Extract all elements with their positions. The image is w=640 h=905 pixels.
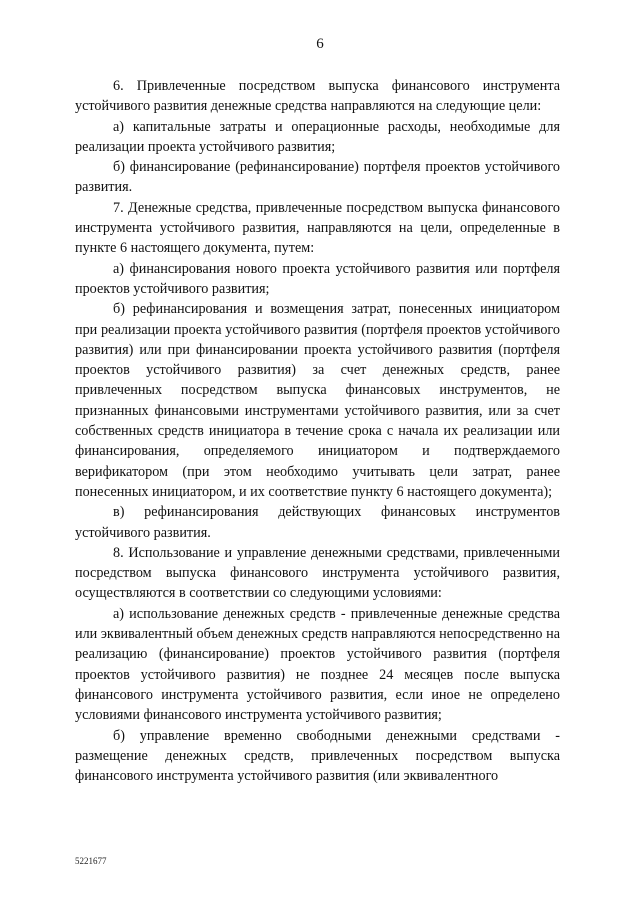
document-code: 5221677	[75, 856, 107, 866]
paragraph-8a: а) использование денежных средств - привлеченные денежные средства или эквивалентный объем денежных средств направляются непосредственно на реализацию (финансирование) проектов устойчивого развития (портфеля проектов устойчивого развития) не позднее 24 месяцев после выпуска финансового инструмента устойчивого развития, если иное не определено условиями финансового инструмента устойчивого развития;	[75, 605, 560, 724]
paragraph-7a: а) финансирования нового проекта устойчивого развития или портфеля проектов устойчивого развития;	[75, 260, 560, 297]
paragraph-7c: в) рефинансирования действующих финансовых инструментов устойчивого развития.	[75, 504, 560, 541]
paragraph-8: 8. Использование и управление денежными средствами, привлеченными посредством выпуска финансового инструмента устойчивого развития, осуществляются в соответствии со следующими условиями:	[75, 544, 560, 602]
paragraph-8b: б) управление временно свободными денежными средствами - размещение денежных средств, привлеченных посредством выпуска финансового инструмента устойчивого развития (или эквивалентного	[75, 727, 560, 785]
page-number: 6	[316, 36, 324, 52]
paragraph-6: 6. Привлеченные посредством выпуска финансового инструмента устойчивого развития денежные средства направляются на следующие цели:	[75, 78, 560, 115]
paragraph-6b: б) финансирование (рефинансирование) портфеля проектов устойчивого развития.	[75, 159, 560, 196]
paragraph-6a: а) капитальные затраты и операционные расходы, необходимые для реализации проекта устойчивого развития;	[75, 118, 560, 155]
document-body	[75, 76, 560, 786]
paragraph-7: 7. Денежные средства, привлеченные посредством выпуска финансового инструмента устойчивого развития, направляются на цели, определенные в пункте 6 настоящего документа, путем:	[75, 199, 560, 257]
paragraph-7b: б) рефинансирования и возмещения затрат, понесенных инициатором при реализации проекта устойчивого развития (портфеля проектов устойчивого развития) или при финансировании проекта устойчивого развития (портфеля проектов устойчивого развития) за счет денежных средств, ранее привлеченных посредством выпуска финансовых инструментов, не признанных финансовыми инструментами устойчивого развития, или за счет собственных средств инициатора в течение срока с начала их реализации или финансирования, определяемого инициатором и подтверждаемого верификатором (при этом необходимо учитывать цели затрат, ранее понесенных инициатором, и их соответствие пункту 6 настоящего документа);	[75, 301, 560, 500]
